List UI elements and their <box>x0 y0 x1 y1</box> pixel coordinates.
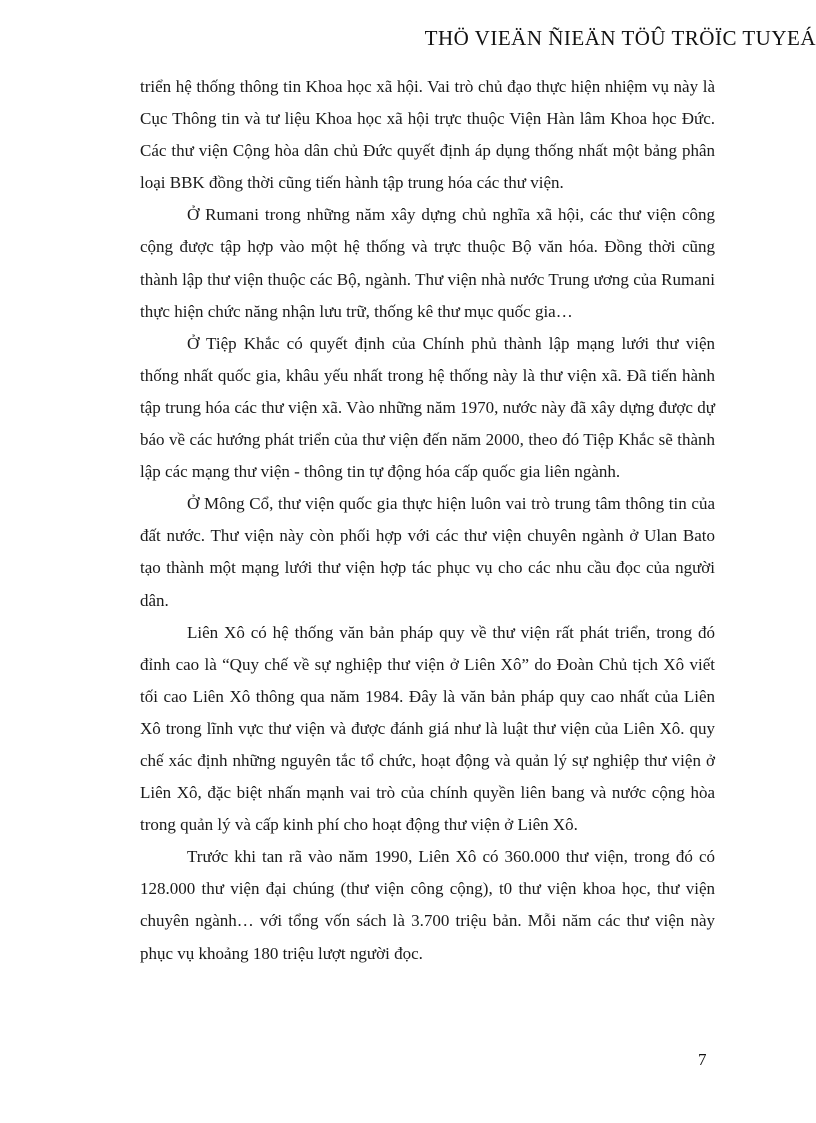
document-body <box>140 71 715 970</box>
page-header-title: THÖ VIEÄN ÑIEÄN TÖÛ TRÖÏC TUYEÁ <box>424 26 816 50</box>
paragraph-tiep-khac: Ở Tiệp Khắc có quyết định của Chính phủ thành lập mạng lưới thư viện thống nhất quốc gia, khâu yếu nhất trong hệ thống này là thư viện xã. Đã tiến hành tập trung hóa các thư viện xã. Vào những năm 1970, nước này đã xây dựng được dự báo về các hướng phát triển của thư viện đến năm 2000, theo đó Tiệp Khắc sẽ thành lập các mạng thư viện - thông tin tự động hóa cấp quốc gia liên ngành. <box>140 333 715 482</box>
page-number: 7 <box>698 1050 707 1069</box>
paragraph-mong-co: Ở Mông Cổ, thư viện quốc gia thực hiện luôn vai trò trung tâm thông tin của đất nước. Thư viện này còn phối hợp với các thư viện chuyên ngành ở Ulan Bato tạo thành một mạng lưới thư viện hợp tác phục vụ cho các nhu cầu đọc của người dân. <box>140 494 715 610</box>
paragraph-continuation: triển hệ thống thông tin Khoa học xã hội. Vai trò chủ đạo thực hiện nhiệm vụ này là Cục Thông tin và tư liệu Khoa học xã hội trực thuộc Viện Hàn lâm Khoa học Đức. Các thư viện Cộng hòa dân chủ Đức quyết định áp dụng thống nhất một bảng phân loại BBK đồng thời cũng tiến hành tập trung hóa các thư viện. <box>140 77 715 193</box>
paragraph-lien-xo-quy-che: Liên Xô có hệ thống văn bản pháp quy về thư viện rất phát triển, trong đó đỉnh cao là “Quy chế về sự nghiệp thư viện ở Liên Xô” do Đoàn Chủ tịch Xô viết tối cao Liên Xô thông qua năm 1984. Đây là văn bản pháp quy cao nhất của Liên Xô trong lĩnh vực thư viện và được đánh giá như là luật thư viện của Liên Xô. quy chế xác định những nguyên tắc tổ chức, hoạt động và quản lý sự nghiệp thư viện ở Liên Xô, đặc biệt nhấn mạnh vai trò của chính quyền liên bang và nước cộng hòa trong quản lý và cấp kinh phí cho hoạt động thư viện ở Liên Xô. <box>140 622 715 835</box>
paragraph-lien-xo-thong-ke: Trước khi tan rã vào năm 1990, Liên Xô có 360.000 thư viện, trong đó có 128.000 thư viện đại chúng (thư viện công cộng), t0 thư viện khoa học, thư viện chuyên ngành… với tổng vốn sách là 3.700 triệu bản. Mỗi năm các thư viện này phục vụ khoảng 180 triệu lượt người đọc. <box>140 847 715 963</box>
paragraph-rumani: Ở Rumani trong những năm xây dựng chủ nghĩa xã hội, các thư viện công cộng được tập hợp vào một hệ thống và trực thuộc Bộ văn hóa. Đồng thời cũng thành lập thư viện thuộc các Bộ, ngành. Thư viện nhà nước Trung ương của Rumani thực hiện chức năng nhận lưu trữ, thống kê thư mục quốc gia… <box>140 205 715 321</box>
